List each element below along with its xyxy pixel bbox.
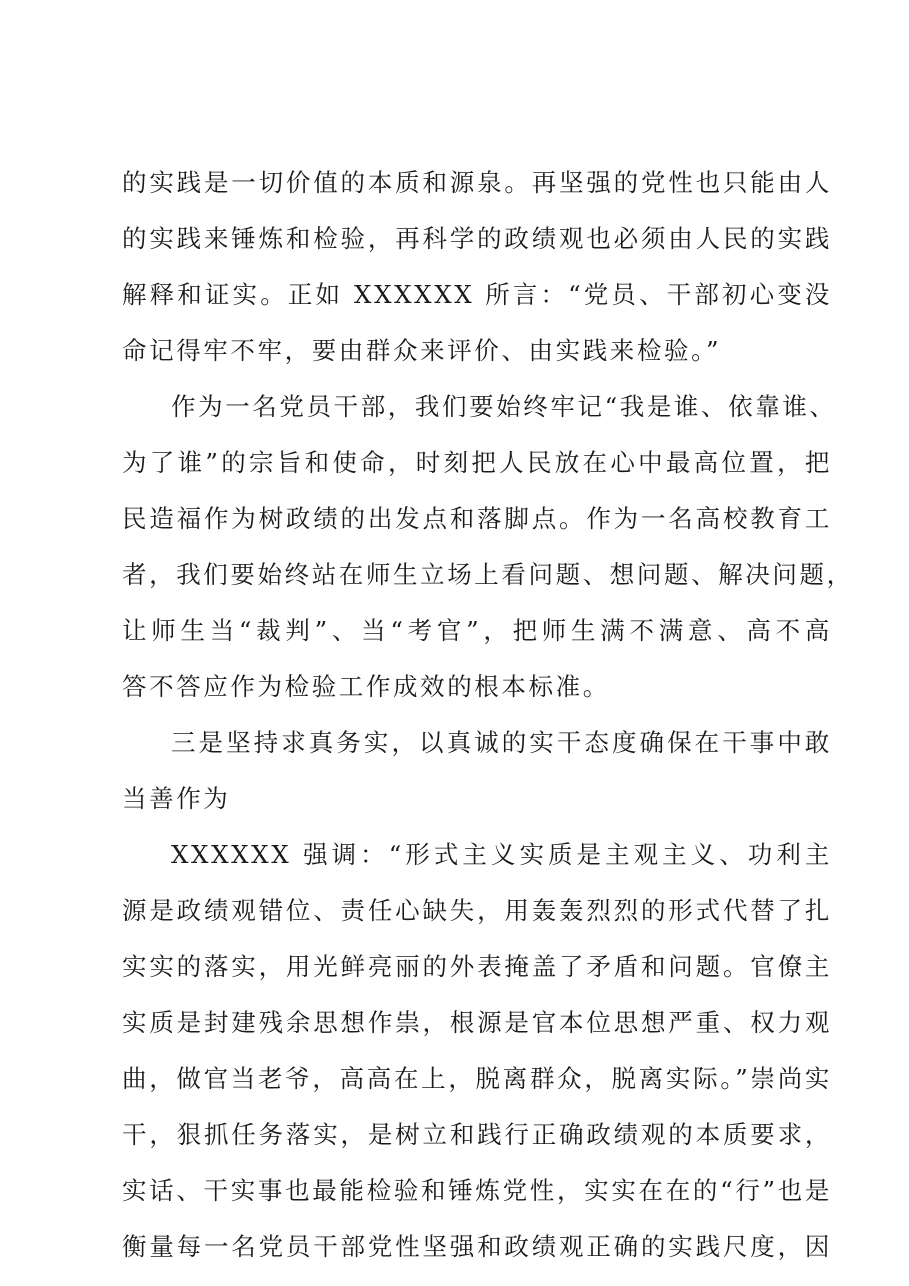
text-line: 当善作为 [122, 784, 231, 813]
text-line: 三是坚持求真务实，以真诚的实干态度确保在干事中敢 [171, 728, 832, 757]
text-line: 民造福作为树政绩的出发点和落脚点。作为一名高校教育工 [122, 504, 832, 533]
paragraph-p2 [122, 379, 854, 715]
text-line: XXXXXX 强调：“形式主义实质是主观主义、功利主 [171, 840, 832, 869]
text-line: 曲，做官当老爷，高高在上，脱离群众，脱离实际。”崇尚实 [122, 1064, 832, 1093]
text-line: 衡量每一名党员干部党性坚强和政绩观正确的实践尺度，因 [122, 1232, 832, 1261]
text-line: 作为一名党员干部，我们要始终牢记“我是谁、依靠谁、 [171, 392, 837, 421]
text-line: 答不答应作为检验工作成效的根本标准。 [122, 672, 610, 701]
text-line: 的实践来锤炼和检验，再科学的政绩观也必须由人民的实践 [122, 224, 832, 253]
text-line: 实实的落实，用光鲜亮丽的外表掩盖了矛盾和问题。官僚主 [122, 952, 832, 981]
text-line: 为了谁”的宗旨和使命，时刻把人民放在心中最高位置，把 [122, 448, 832, 477]
text-line: 命记得牢不牢，要由群众来评价、由实践来检验。” [122, 336, 722, 365]
text-line: 解释和证实。正如 XXXXXX 所言：“党员、干部初心变没 [122, 280, 832, 309]
text-line: 实话、干实事也最能检验和锤炼党性，实实在在的“行”也是 [122, 1176, 832, 1205]
text-line: 让师生当“裁判”、当“考官”，把师生满不满意、高不高 [122, 616, 832, 645]
paragraph-p1 [122, 155, 832, 379]
text-line: 源是政绩观错位、责任心缺失，用轰轰烈烈的形式代替了扎 [122, 896, 832, 925]
document-body [122, 155, 854, 1275]
text-line: 干，狠抓任务落实，是树立和践行正确政绩观的本质要求， [122, 1120, 832, 1149]
paragraph-p4 [122, 827, 832, 1275]
paragraph-p3 [122, 715, 832, 827]
text-line: 实质是封建残余思想作祟，根源是官本位思想严重、权力观 [122, 1008, 832, 1037]
text-line: 的实践是一切价值的本质和源泉。再坚强的党性也只能由人 [122, 168, 832, 197]
text-line: 者，我们要始终站在师生立场上看问题、想问题、解决问题， [122, 560, 854, 589]
